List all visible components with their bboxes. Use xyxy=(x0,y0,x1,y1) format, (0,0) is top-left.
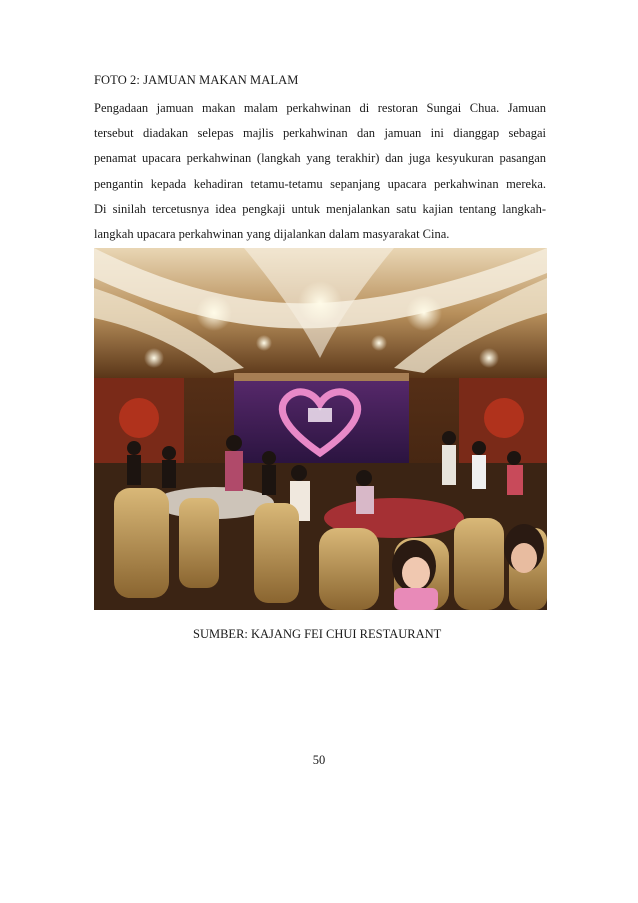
ceiling-light xyxy=(256,335,272,351)
child-dress xyxy=(394,588,438,610)
paragraph-line: langkah upacara perkahwinan yang dijalankan dalam masyarakat Cina. xyxy=(94,226,450,241)
ceiling-light xyxy=(298,281,342,325)
ceiling-light xyxy=(406,295,442,331)
child-face xyxy=(402,557,430,589)
ceiling-light xyxy=(144,348,164,368)
double-happiness-sign xyxy=(484,398,524,438)
double-happiness-sign xyxy=(119,398,159,438)
paragraph-line: Pengadaan jamuan makan malam perkahwinan di restoran Sungai Chua. Jamuan xyxy=(94,101,546,115)
guest-face xyxy=(511,543,537,573)
stage-trim xyxy=(234,373,409,381)
paragraph-line: tersebut diadakan selepas majlis perkahwinan dan jamuan ini dianggap sebagai xyxy=(94,126,546,141)
ceiling-light xyxy=(196,295,232,331)
stage-sign xyxy=(308,408,332,422)
photo-caption: SUMBER: KAJANG FEI CHUI RESTAURANT xyxy=(193,627,442,641)
banquet-photo xyxy=(94,248,547,610)
ceiling-light xyxy=(371,335,387,351)
ceiling-light xyxy=(479,348,499,368)
body-paragraph xyxy=(94,96,546,247)
photo-heading: FOTO 2: JAMUAN MAKAN MALAM xyxy=(94,73,299,87)
page-number: 50 xyxy=(312,753,326,767)
paragraph-line: pengantin kepada kehadiran tetamu-tetamu sepanjang upacara perkahwinan mereka. xyxy=(94,176,546,191)
paragraph-line: penamat upacara perkahwinan (langkah yang terakhir) dan juga kesyukuran pasangan xyxy=(94,151,546,166)
paragraph-line: Di sinilah tercetusnya idea pengkaji untuk menjalankan satu kajian tentang langkah- xyxy=(94,201,546,216)
